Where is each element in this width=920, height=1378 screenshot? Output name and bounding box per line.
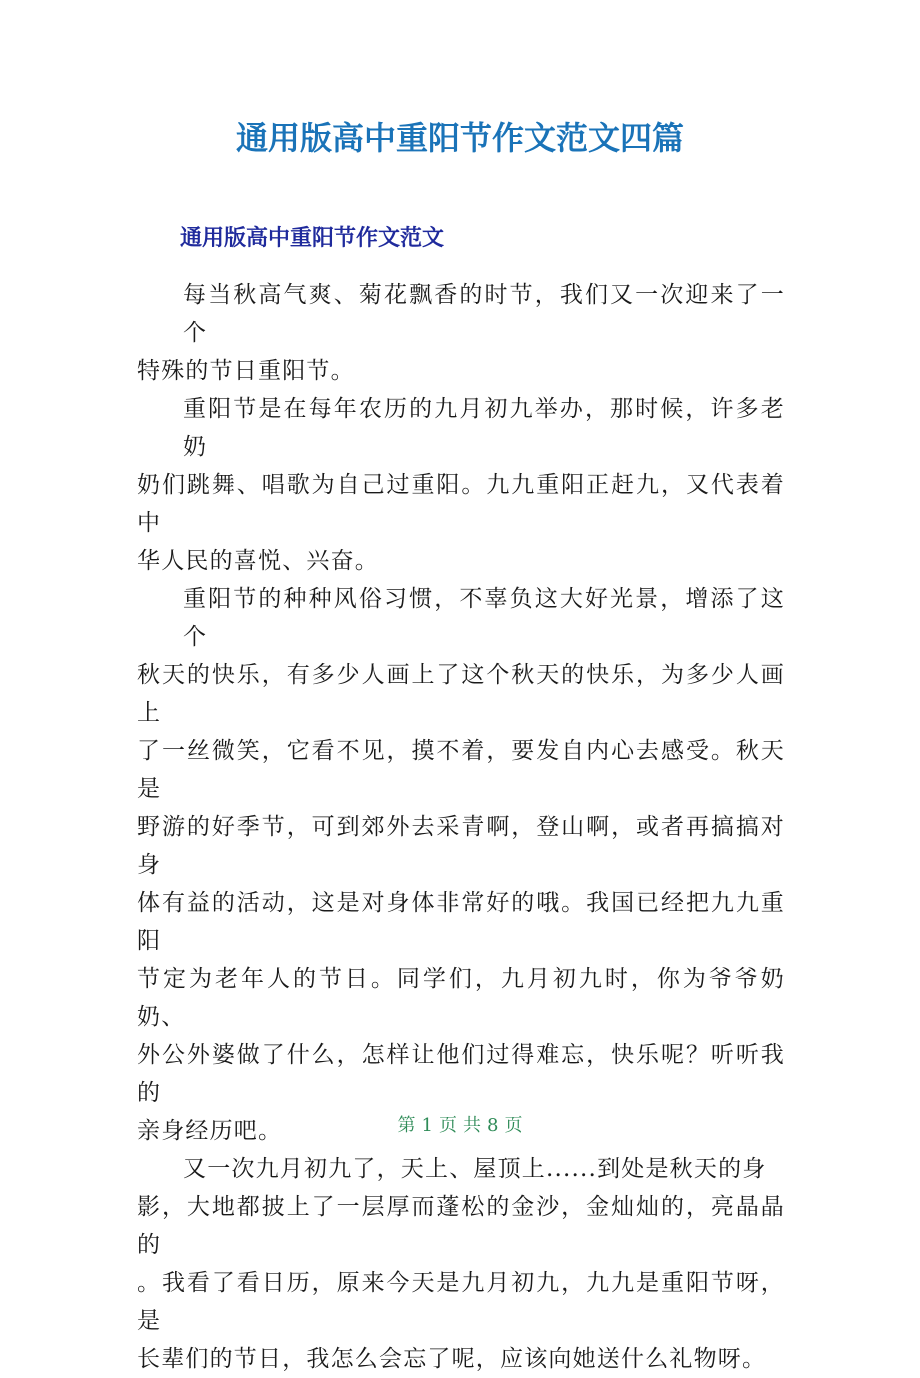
text-line: 野游的好季节，可到郊外去采青啊，登山啊，或者再搞搞对身	[137, 814, 785, 878]
text-line: 长辈们的节日，我怎么会忘了呢，应该向她送什么礼物呀。	[137, 1346, 767, 1372]
text-line: 秋天的快乐，有多少人画上了这个秋天的快乐，为多少人画上	[137, 662, 785, 726]
text-line: 特殊的节日重阳节。	[137, 358, 355, 384]
text-line: 影，大地都披上了一层厚而蓬松的金沙，金灿灿的，亮晶晶的	[137, 1194, 785, 1258]
paragraph-4	[137, 1150, 785, 1378]
paragraph-3	[137, 580, 785, 1150]
article-body	[137, 276, 785, 1378]
paragraph-1	[137, 276, 785, 390]
text-line: 了一丝微笑，它看不见，摸不着，要发自内心去感受。秋天是	[137, 738, 785, 802]
text-line: 体有益的活动，这是对身体非常好的哦。我国已经把九九重阳	[137, 890, 785, 954]
text-line: 每当秋高气爽、菊花飘香的时节，我们又一次迎来了一个	[183, 282, 785, 346]
text-line: 重阳节是在每年农历的九月初九举办，那时候，许多老奶	[183, 396, 785, 460]
footer-page-number: 1	[421, 1115, 433, 1136]
footer-suffix: 页	[504, 1115, 523, 1136]
text-line: 奶们跳舞、唱歌为自己过重阳。九九重阳正赶九，又代表着中	[137, 472, 785, 536]
text-line: 又一次九月初九了，天上、屋顶上......到处是秋天的身	[183, 1156, 767, 1182]
document-title: 通用版高中重阳节作文范文四篇	[235, 119, 684, 157]
section-heading: 通用版高中重阳节作文范文	[180, 226, 445, 251]
text-line: 外公外婆做了什么，怎样让他们过得难忘，快乐呢？听听我的	[137, 1042, 785, 1106]
text-line: 。我看了看日历，原来今天是九月初九，九九是重阳节呀，是	[137, 1270, 785, 1334]
footer-total-pages: 8	[487, 1115, 499, 1136]
text-line: 华人民的喜悦、兴奋。	[137, 548, 379, 574]
paragraph-2	[137, 390, 785, 580]
page-footer	[0, 1112, 920, 1140]
footer-page-label: 页	[439, 1115, 457, 1136]
text-line: 亲身经历吧。	[137, 1118, 283, 1144]
footer-prefix: 第	[397, 1115, 416, 1136]
text-line: 节定为老年人的节日。同学们，九月初九时，你为爷爷奶奶、	[137, 966, 785, 1030]
footer-total-label: 共	[463, 1115, 481, 1136]
text-line: 重阳节的种种风俗习惯，不辜负这大好光景，增添了这个	[183, 586, 785, 650]
